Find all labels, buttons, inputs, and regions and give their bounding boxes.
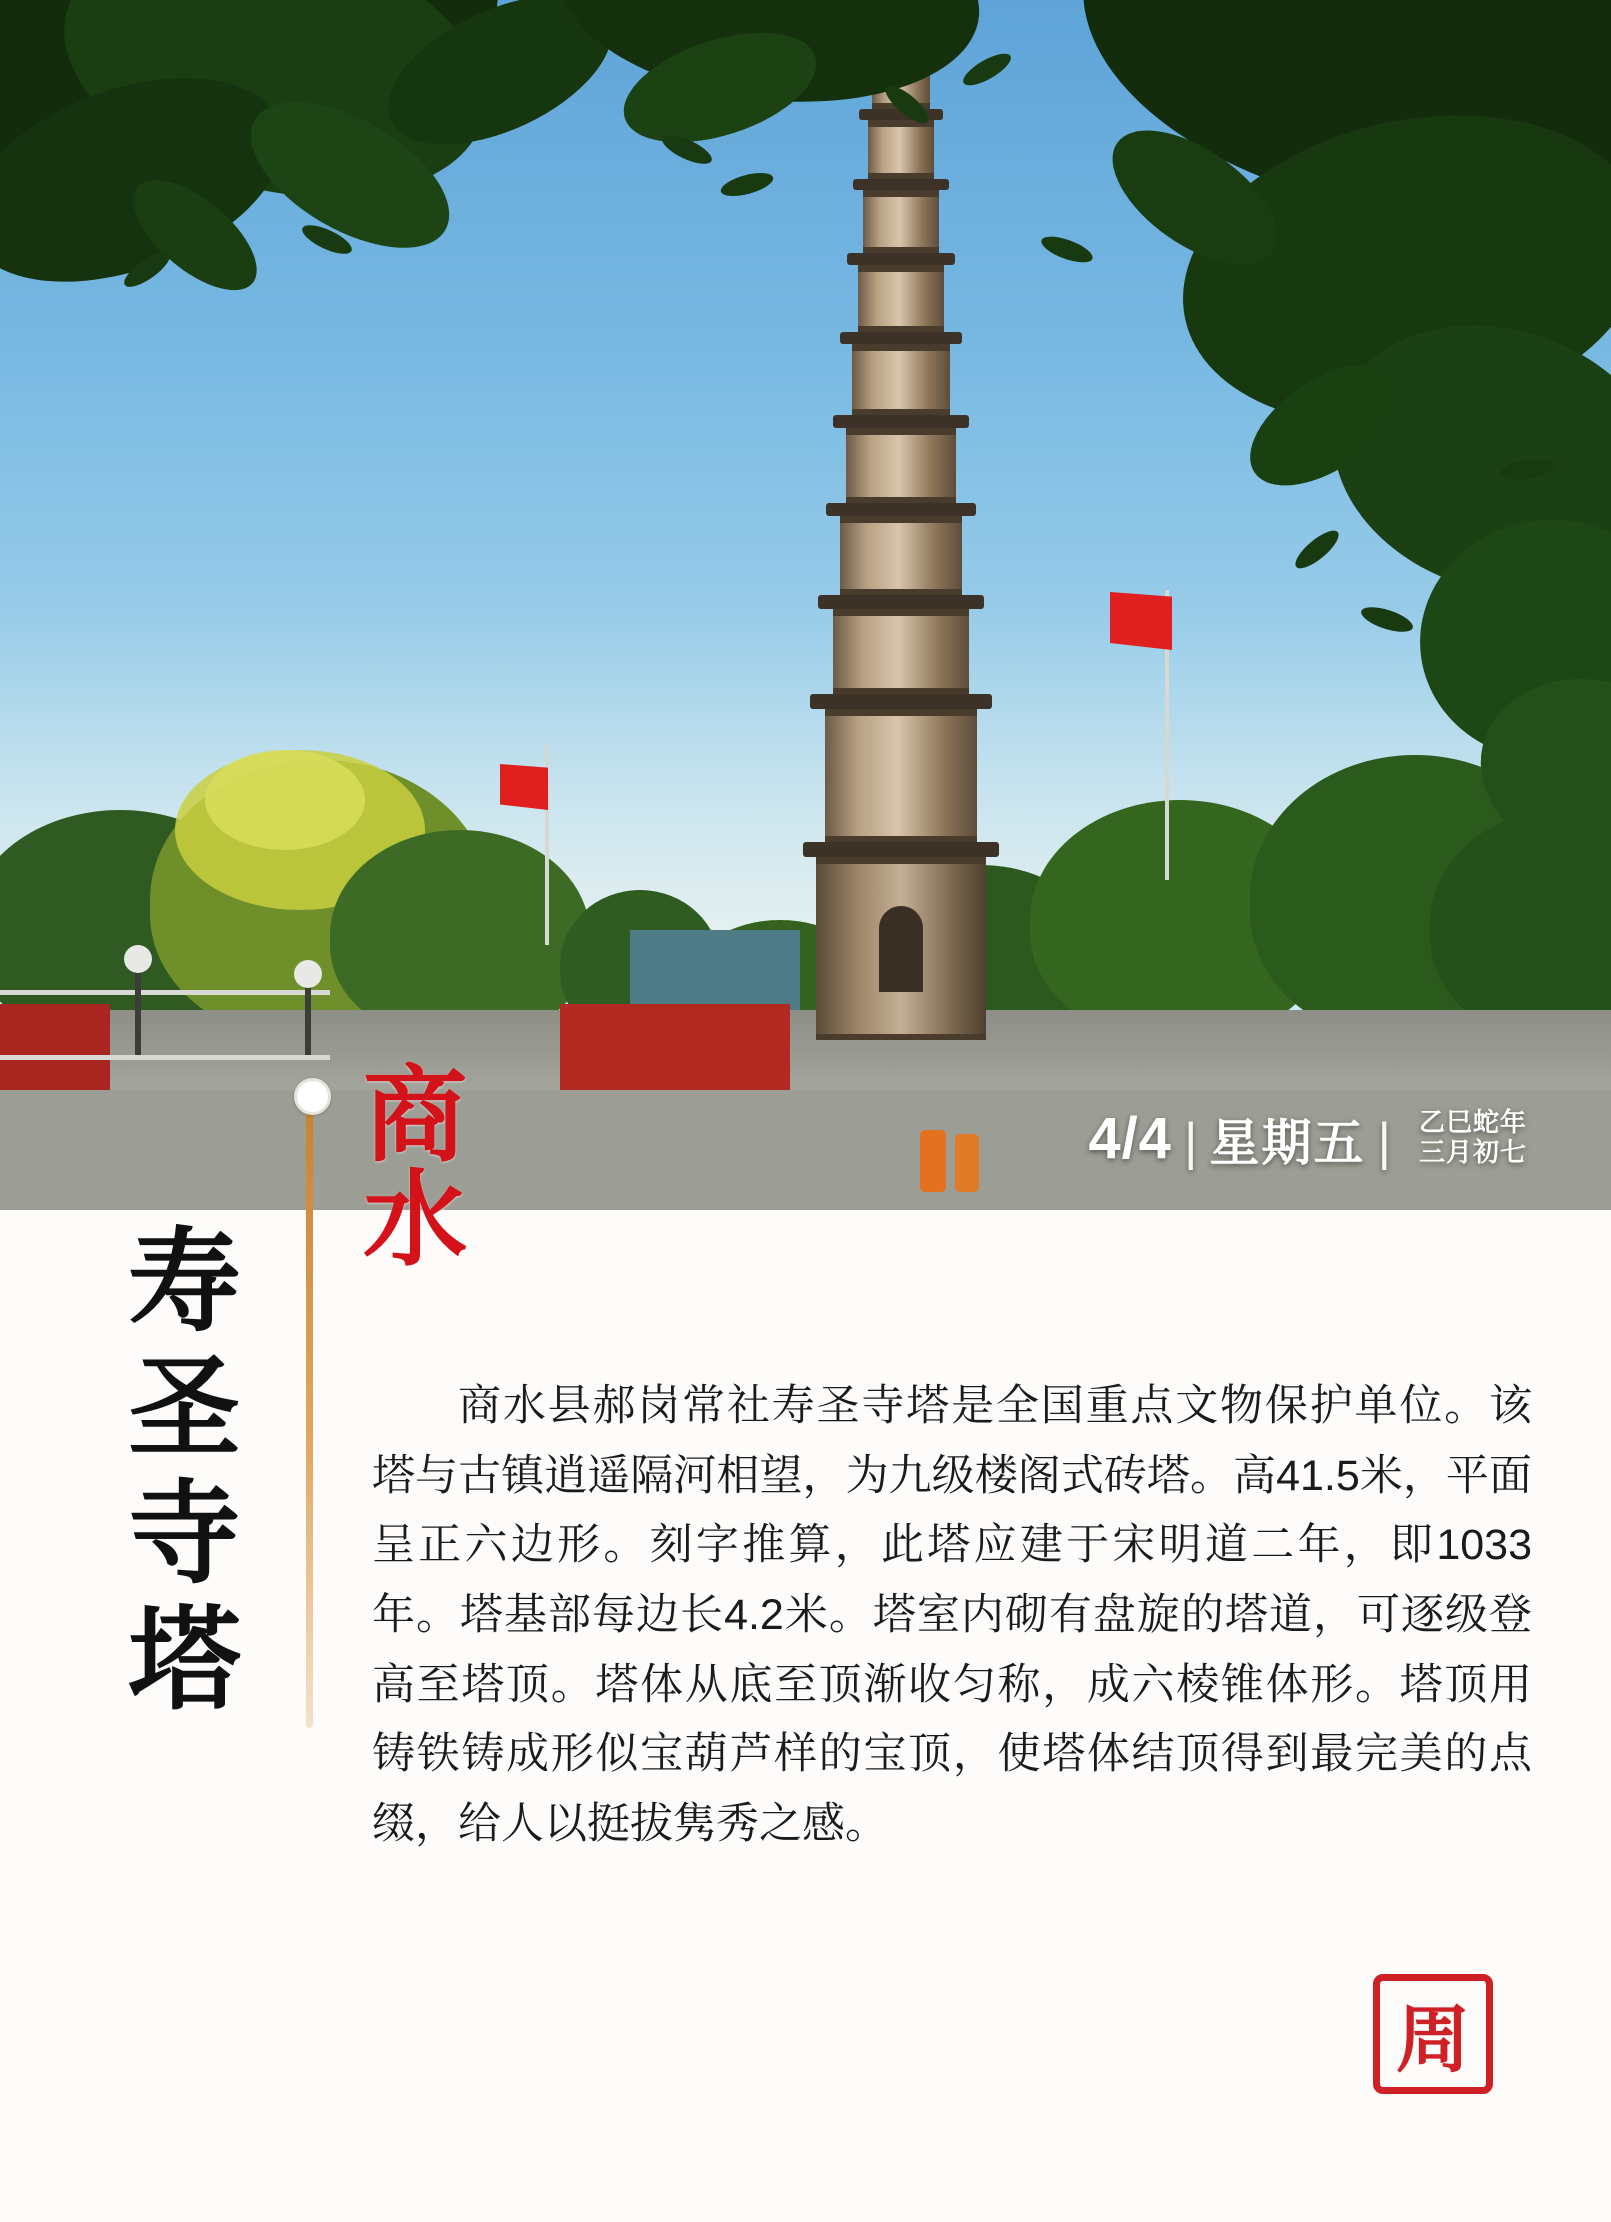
- divider-dot: [294, 1078, 331, 1115]
- pagoda-eave: [818, 595, 984, 609]
- pagoda-base-tier: [825, 709, 977, 842]
- lunar-year: 乙巳蛇年: [1418, 1107, 1527, 1138]
- background-building: [630, 930, 800, 1010]
- foliage-leaf-icon: [718, 168, 775, 200]
- red-flag: [1110, 592, 1172, 650]
- date-weekday: 星期五: [1209, 1115, 1366, 1171]
- date-overlay: [1088, 1106, 1527, 1171]
- date-separator-1: |: [1183, 1113, 1198, 1171]
- pagoda-eave: [847, 253, 955, 265]
- pagoda-eave: [810, 694, 992, 709]
- pagoda-eave: [853, 179, 949, 190]
- article-body: 商水县郝岗常社寿圣寺塔是全国重点文物保护单位。该塔与古镇逍遥隔河相望，为九级楼阁式砖塔。高41.5米，平面呈正六边形。刻字推算，此塔应建于宋明道二年，即1033年。塔基部每边长4.2米。塔室内砌有盘旋的塔道，可逐级登高至塔顶。塔体从底至顶渐收匀称，成六棱锥体形。塔顶用铸铁铸成形似宝葫芦样的宝顶，使塔体结顶得到最完美的点缀，给人以挺拔隽秀之感。: [372, 1382, 1532, 1848]
- worker-figure: [920, 1130, 946, 1192]
- pagoda-tier: [852, 344, 950, 415]
- pagoda-doorway: [879, 906, 923, 992]
- page-title: 寿圣寺塔: [112, 1222, 236, 1726]
- tree: [330, 830, 590, 1040]
- pagoda-tier: [863, 190, 939, 253]
- pagoda-tier: [846, 428, 956, 503]
- seal-glyph: 周: [1396, 2000, 1470, 2082]
- pagoda-tier: [833, 609, 969, 694]
- pagoda-base: [816, 857, 986, 1040]
- pagoda-tier: [868, 120, 934, 179]
- pagoda-tower: [803, 0, 999, 1040]
- pagoda-eave: [833, 415, 969, 428]
- vertical-divider: [306, 1098, 313, 1728]
- street-lamp: [135, 965, 141, 1055]
- street-lamp: [305, 980, 311, 1055]
- railing: [0, 990, 330, 1060]
- seal-stamp: [1373, 1974, 1493, 2094]
- worker-figure: [955, 1134, 979, 1192]
- pagoda-tier: [840, 516, 962, 595]
- pagoda-eave: [840, 332, 962, 344]
- date-separator-2: |: [1377, 1113, 1391, 1171]
- pagoda-tier: [858, 265, 944, 332]
- city-name: 商水: [347, 1060, 464, 1268]
- foliage-leaf-icon: [1038, 231, 1095, 267]
- blossom-cluster: [205, 750, 365, 850]
- red-wall: [560, 1004, 790, 1090]
- pagoda-eave: [826, 503, 976, 516]
- pagoda-eave: [803, 842, 999, 857]
- foliage-leaf-icon: [1290, 525, 1344, 574]
- lunar-day: 三月初七: [1418, 1137, 1527, 1168]
- lunar-date-block: [1419, 1108, 1527, 1168]
- date-day-month: 4/4: [1088, 1106, 1172, 1171]
- red-flag: [500, 764, 548, 810]
